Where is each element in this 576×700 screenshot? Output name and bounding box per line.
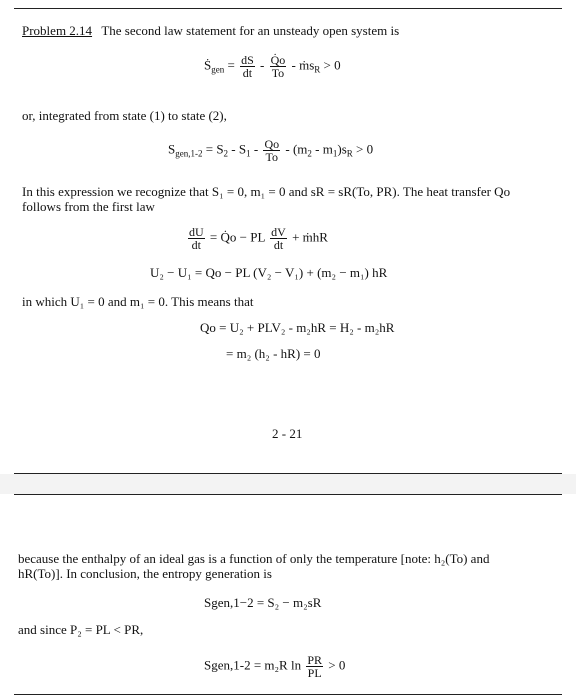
- problem-number: Problem 2.14: [22, 23, 93, 38]
- fraction-ds-dt: $\frac{dS}{dt}$: [241, 53, 254, 80]
- fraction-dv-dt: $\frac{dV}{dt}$: [271, 225, 286, 252]
- top-rule: [14, 8, 562, 9]
- equation-first-law-rate: $\frac{dU}{dt}$ = Q̇o − PL $\frac{dV}{dt}$ + ṁhR: [189, 225, 328, 252]
- next-page-top-rule: [14, 494, 562, 495]
- fraction-pr-pl: $\frac{PR}{PL}$: [307, 653, 323, 680]
- equation-entropy-final: Sgen,1-2 = m₂R ln $\frac{PR}{PL}$ > 0: [204, 653, 346, 680]
- page-number: 2 - 21: [272, 426, 303, 441]
- integrated-text: or, integrated from state (1) to state (2),: [22, 108, 227, 123]
- fraction-du-dt: $\frac{dU}{dt}$: [189, 225, 204, 252]
- paragraph-expression-line1: In this expression we recognize that S₁ = 0, m₁ = 0 and sR = sR(To, PR). The heat transfer Qo: [22, 184, 511, 199]
- paragraph-which: in which U₁ = 0 and m₁ = 0. This means that: [22, 294, 254, 309]
- problem-heading: [22, 23, 399, 39]
- paragraph-expression-line2: follows from the first law: [22, 199, 155, 214]
- equation-entropy-generation: Sgen,1−2 = S₂ − m₂sR: [204, 595, 322, 610]
- equation-first-law-integrated: U₂ − U₁ = Qo − PL (V₂ − V₁) + (m₂ − m₁) hR: [150, 265, 388, 280]
- equation-entropy-integrated: $S_{gen,1-2} = S_2 - S_1$ - $\frac{Qo}{To}$ - $(m_2 - m_1)s_R > 0$: [168, 137, 374, 164]
- equation-heat-line1: Qo = U₂ + PLV₂ - m₂hR = H₂ - m₂hR: [200, 320, 395, 335]
- equation-heat-line2: = m₂ (h₂ - hR) = 0: [226, 346, 321, 361]
- fraction-qo-to: $\frac{Q̇o}{To}$: [270, 53, 286, 80]
- paragraph-enthalpy-line2: hR(To)]. In conclusion, the entropy generation is: [18, 566, 272, 581]
- bottom-rule: [14, 694, 562, 695]
- fraction-qo-to-2: $\frac{Qo}{To}$: [264, 137, 280, 164]
- paragraph-enthalpy-line1: because the enthalpy of an ideal gas is a function of only the temperature [note: h₂(To) and: [18, 551, 490, 566]
- problem-statement: The second law statement for an unsteady open system is: [101, 23, 400, 38]
- page-gap: [0, 474, 576, 494]
- equation-entropy-rate: Ṡ$_{gen}$ = $\frac{dS}{dt}$ - $\frac{Q̇o}{To}$ - ṁs$_R$ > 0: [204, 53, 341, 80]
- paragraph-since: and since P₂ = PL < PR,: [18, 622, 144, 637]
